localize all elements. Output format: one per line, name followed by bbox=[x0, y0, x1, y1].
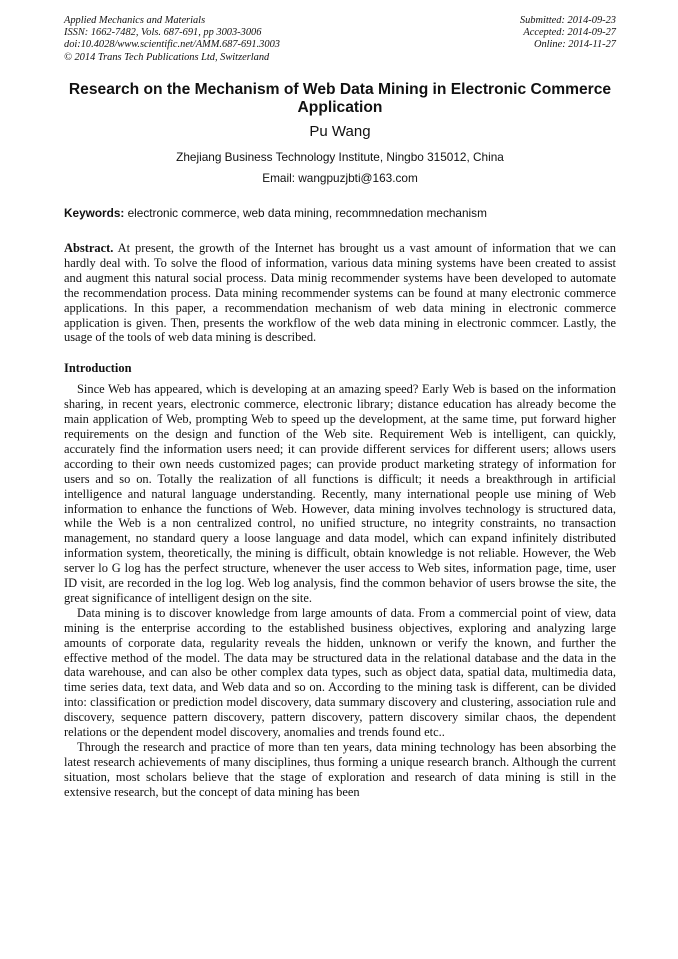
abstract-label: Abstract. bbox=[64, 241, 114, 255]
author-affiliation: Zhejiang Business Technology Institute, Ningbo 315012, China bbox=[176, 149, 504, 164]
paper-author: Pu Wang bbox=[309, 122, 371, 140]
paper-title: Research on the Mechanism of Web Data Mining in Electronic Commerce Application bbox=[68, 81, 612, 117]
online-date: Online: 2014-11-27 bbox=[533, 39, 616, 51]
abstract-text: At present, the growth of the Internet has brought us a vast amount of information that we can hardly deal with. To solve the flood of information, various data mining systems have been created to assist and augment this natural social process. Data minig recommender systems have been developed to automate the recommendation process. Data mining recommender systems can be found at many electronic commerce applications. In this paper, a recommendation mechanism of web data mining in electronic commerce application is given. Then, presents the workflow of the web data mining in electronic commcer. Lastly, the usage of the tools of web data mining is described. bbox=[64, 241, 616, 345]
journal-issn: ISSN: 1662-7482, Vols. 687-691, pp 3003-3006 bbox=[64, 27, 262, 39]
submission-dates bbox=[396, 15, 616, 52]
author-email: Email: wangpuzjbti@163.com bbox=[262, 170, 418, 185]
introduction-paragraph-1: Since Web has appeared, which is developing at an amazing speed? Early Web is based on the information sharing, in recent years, electronic commerce, electronic library; distance education has already become the main application of Web, prompting Web to speed up the development, at the same time, put forward higher requirements on the design and function of the Web site. Requirement Web is intelligent, can quickly, accurately find the information users need; it can provide different services for different users; allows users according to their own needs customized pages; can provide product marketing strategy of information for users and so on. Totally the realization of all functions is difficult; it needs a breakthrough in artificial intelligence and natural language understanding. Recently, many international people use mining of Web information to enhance the functions of Web. However, data mining involves technology is structured data, while the Web is a non centralized control, no unified structure, no integrity constraints, no transaction management, no standard query a loose language and data model, which can expand infinitely distributed information system, theoretically, the mining is difficult, obtain knowledge is not reliable. However, the Web server lo G log has the perfect structure, whenever the user access to Web sites, information page, time, user ID visit, are recorded in the log log. Web log analysis, find the common behavior of users browse the site, the great significance of intelligent design on the site. bbox=[64, 382, 616, 605]
journal-name: Applied Mechanics and Materials bbox=[64, 15, 206, 26]
journal-doi: doi:10.4028/www.scientific.net/AMM.687-691.3003 bbox=[64, 39, 280, 51]
title-block bbox=[64, 81, 616, 185]
introduction-paragraph-2: Data mining is to discover knowledge from large amounts of data. From a commercial point of view, data mining is the enterprise according to the established business objectives, exploring and analyzing large amounts of corporate data, regularity reveals the hidden, unknown or verify the known, and further the effective method of the model. The data may be structured data in the relational database and the data in the data warehouse, and can also be other complex data types, such as object data, spatial data, multimedia data, time series data, text data, and Web data and so on. According to the mining task is different, can be divided into: classification or prediction model discovery, data summary discovery and clustering, association rule and discovery, sequence pattern discovery, pattern discovery, pattern discovery similar chaos, the dependent relations or the dependent model discovery, anomalies and trends found etc.. bbox=[64, 605, 616, 740]
introduction-paragraph-3: Through the research and practice of more than ten years, data mining technology has been absorbing the latest research achievements of many disciplines, thus forming a unique research branch. Although the current situation, most scholars believe that the stage of exploration and research of data mining is still in the extensive research, but the concept of data mining has been bbox=[64, 740, 616, 799]
journal-copyright: © 2014 Trans Tech Publications Ltd, Switzerland bbox=[64, 51, 270, 63]
submitted-date: Submitted: 2014-09-23 bbox=[519, 15, 616, 26]
introduction-heading: Introduction bbox=[64, 361, 132, 376]
accepted-date: Accepted: 2014-09-27 bbox=[523, 27, 616, 39]
paper-body bbox=[64, 241, 616, 800]
keywords-label: Keywords: bbox=[64, 206, 125, 220]
abstract-paragraph bbox=[64, 241, 616, 345]
journal-info bbox=[64, 15, 384, 64]
keywords bbox=[64, 206, 616, 220]
keywords-text: electronic commerce, web data mining, recommnedation mechanism bbox=[127, 206, 487, 220]
